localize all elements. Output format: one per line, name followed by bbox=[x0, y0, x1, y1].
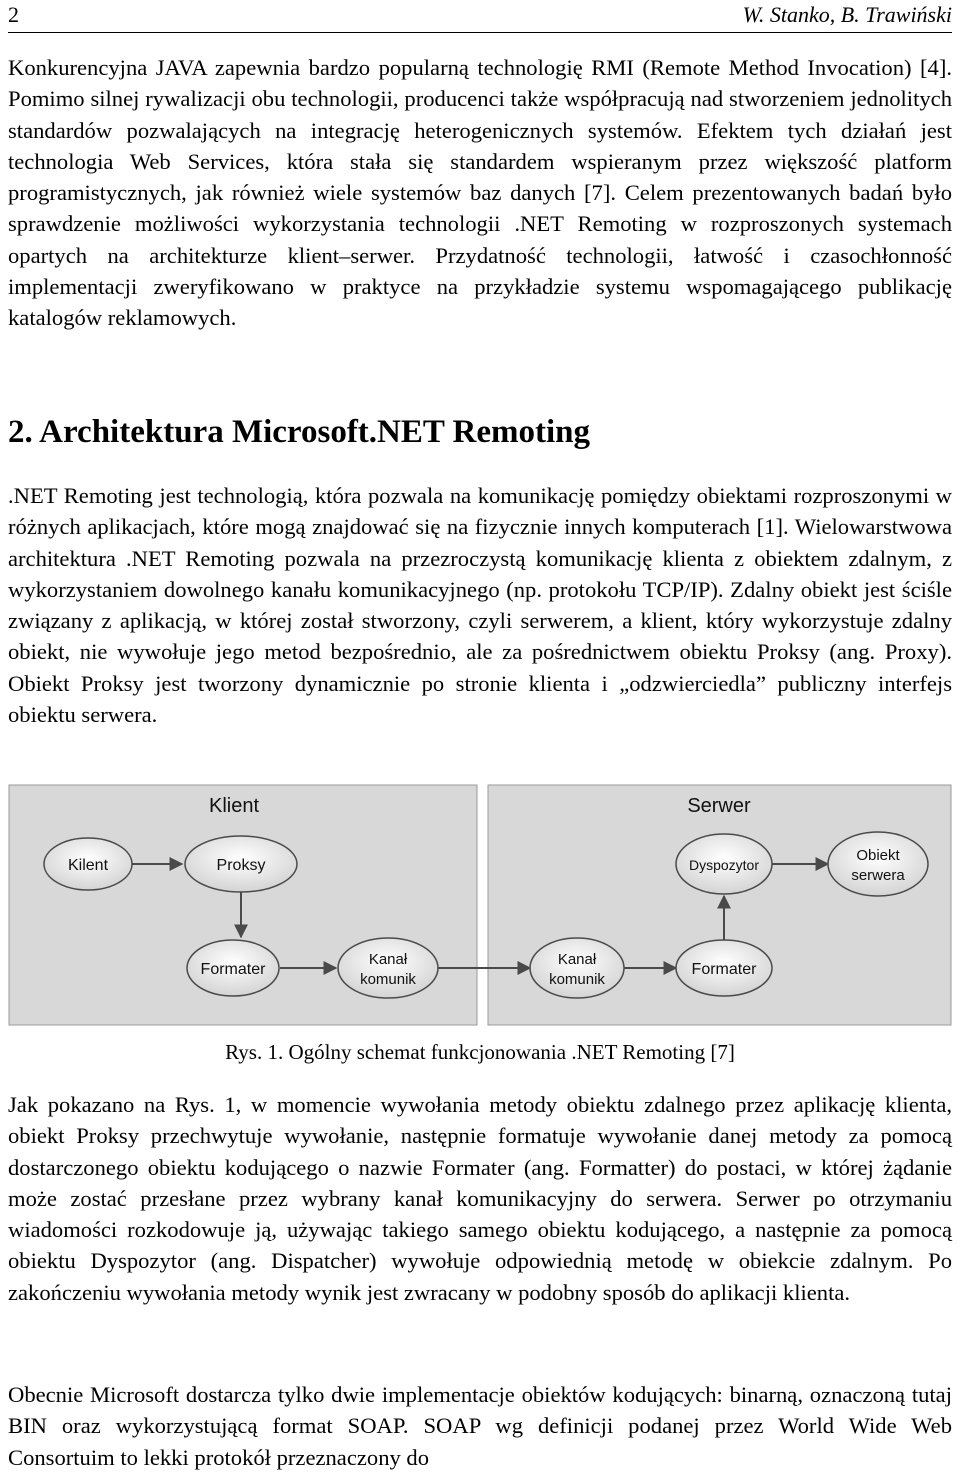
page-header bbox=[8, 2, 952, 33]
figure-caption: Rys. 1. Ogólny schemat funkcjonowania .NET Remoting [7] bbox=[225, 1040, 735, 1064]
section-heading: 2. Architektura Microsoft.NET Remoting bbox=[8, 414, 591, 450]
node-kanal-server bbox=[530, 938, 624, 998]
server-panel-title: Serwer bbox=[687, 795, 751, 817]
node-proksy-label: Proksy bbox=[216, 857, 266, 874]
node-kanal-client bbox=[338, 938, 438, 998]
architecture-figure bbox=[8, 784, 952, 1026]
client-panel-title: Klient bbox=[208, 795, 260, 817]
node-kanal-client-line1: Kanał bbox=[368, 951, 408, 968]
node-formater-server-label: Formater bbox=[691, 961, 757, 978]
node-formater-client-label: Formater bbox=[200, 961, 266, 978]
page-number: 2 bbox=[8, 2, 19, 27]
paragraph-net-remoting: .NET Remoting jest technologią, która pozwala na komunikację pomiędzy obiektami rozproszonymi w różnych aplikacjach, które mogą znajdować się na fizycznie innych komputerach [1]. Wielowarstwowa architektura .NET Remoting pozwala na przezroczystą komunikację klienta z obiektem zdalnym, z wykorzystaniem dowolnego kanału komunikacyjnego (np. protokołu TCP/IP). Zdalny obiekt jest ściśle związany z aplikacją, w której został stworzony, czyli serwerem, a klient, który wykorzystuje zdalny obiekt, nie wywołuje jego metod bezpośrednio, ale za pośrednictwem obiektu Proksy (ang. Proxy). Obiekt Proksy jest tworzony dynamicznie po stronie klienta i „odzwierciedla” publiczny interfejs obiektu serwera. bbox=[8, 483, 952, 728]
node-kanal-server-line1: Kanał bbox=[557, 951, 597, 968]
paragraph-intro: Konkurencyjna JAVA zapewnia bardzo popularną technologię RMI (Remote Method Invocation) [4]. Pomimo silnej rywalizacji obu technologii, producenci także współpracują nad stworzeniem jednolitych standardów pozwalających na integrację heterogenicznych systemów. Efektem tych działań jest technologia Web Services, która stała się standardem wspieranym przez większość platform programistycznych, jak również wiele systemów baz danych [7]. Celem prezentowanych badań było sprawdzenie możliwości wykorzystania technologii .NET Remoting w rozproszonych systemach opartych na architekturze klient–serwer. Przydatność technologii, łatwość i czasochłonność implementacji zweryfikowano w praktyce na przykładzie systemu wspomagającego publikację katalogów reklamowych. bbox=[8, 55, 952, 331]
paragraph-formatters: Obecnie Microsoft dostarcza tylko dwie implementacje obiektów kodujących: binarną, oznaczoną tutaj BIN oraz wykorzystującą format SOAP. SOAP wg definicji podanej przez World Wide Web Consortuim to lekki protokół przeznaczony do bbox=[8, 1382, 952, 1470]
node-kanal-server-line2: komunik bbox=[549, 971, 605, 988]
node-formater-client bbox=[187, 940, 279, 996]
node-dyspozytor-label: Dyspozytor bbox=[688, 857, 760, 873]
node-dyspozytor bbox=[676, 834, 772, 894]
node-kanal-client-line2: komunik bbox=[360, 971, 416, 988]
node-klient-label: Kilent bbox=[67, 857, 109, 874]
running-head-authors: W. Stanko, B. Trawiński bbox=[742, 2, 952, 27]
paragraph-figure-explanation: Jak pokazano na Rys. 1, w momencie wywołania metody obiektu zdalnego przez aplikację klienta, obiekt Proksy przechwytuje wywołanie, następnie formatuje wywołanie danej metody za pomocą dostarczonego obiektu kodującego o nazwie Formater (ang. Formatter) do postaci, w której żądanie może zostać przesłane przez wybrany kanał komunikacyjny do serwera. Serwer po otrzymaniu wiadomości rozkodowuje ją, używając takiego samego obiektu kodującego, a następnie za pomocą obiektu Dyspozytor (ang. Dispatcher) wywołuje odpowiednią metodę w obiekcie zdalnym. Po zakończeniu wywołania metody wynik jest zwracany w podobny sposób do aplikacji klienta. bbox=[8, 1092, 952, 1305]
node-klient bbox=[44, 838, 132, 890]
node-obiekt-serwera bbox=[828, 832, 928, 896]
node-obiekt-line2: serwera bbox=[851, 867, 905, 884]
node-obiekt-line1: Obiekt bbox=[856, 847, 900, 864]
node-proksy bbox=[185, 836, 297, 892]
node-formater-server bbox=[676, 940, 772, 996]
